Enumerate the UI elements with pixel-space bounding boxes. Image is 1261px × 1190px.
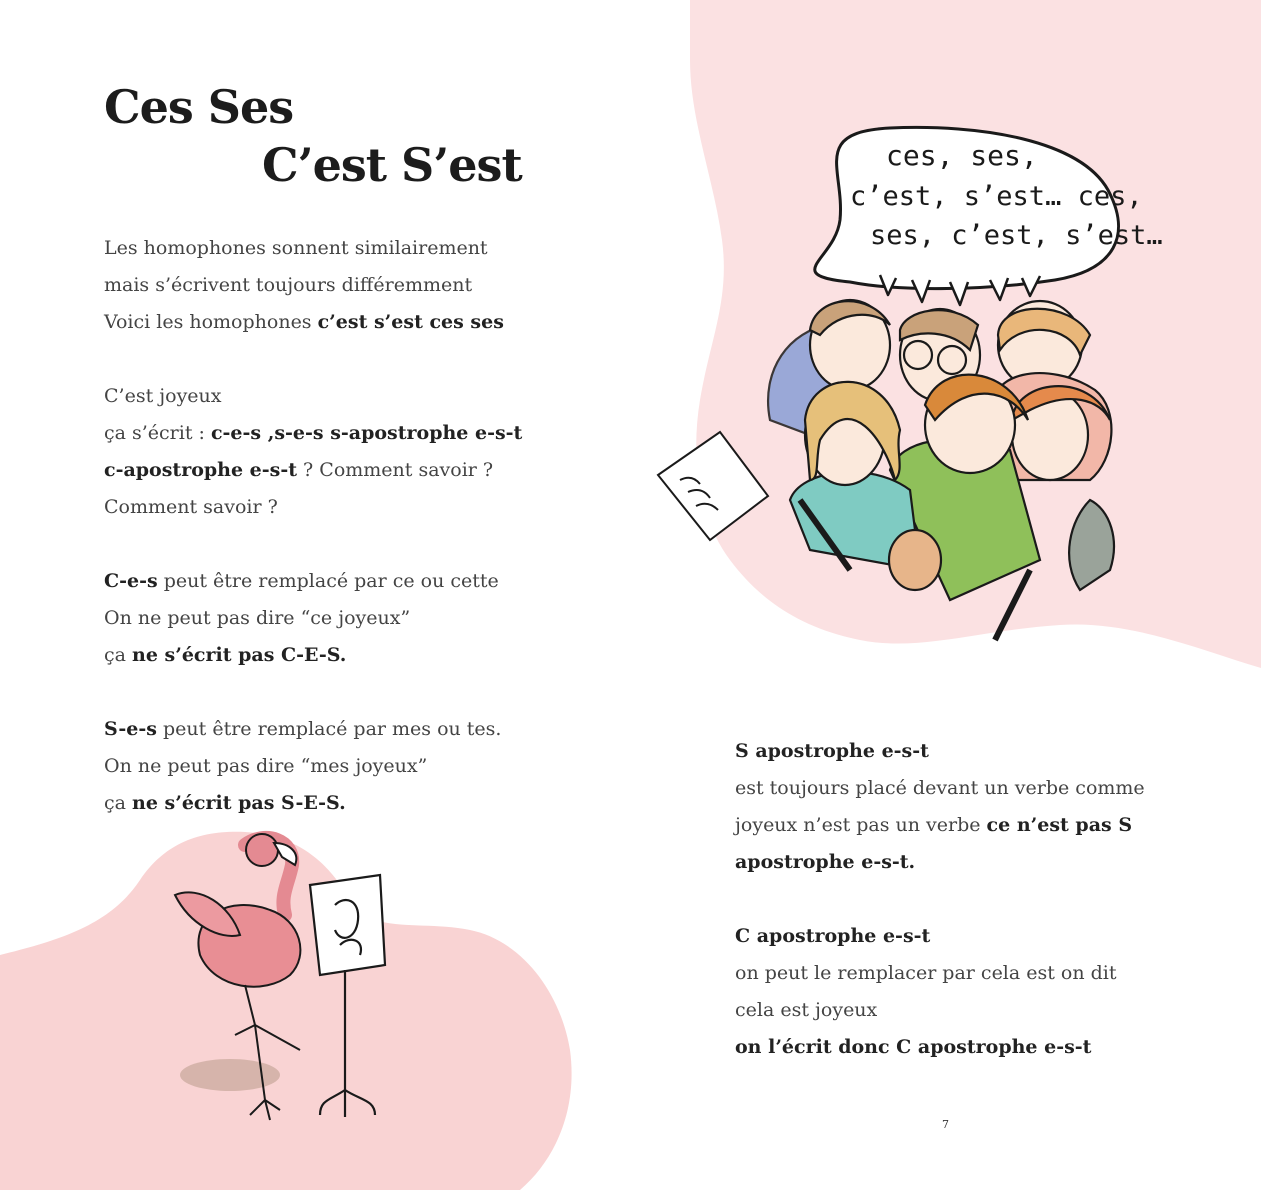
- music-sheet-paper: [658, 432, 768, 540]
- speech-bubble: [815, 125, 1163, 305]
- paragraph-c-apostrophe: [735, 918, 1175, 1066]
- text-line: cela est joyeux: [735, 999, 878, 1021]
- bold-segment: c-e-s ,s-e-s s-apostrophe e-s-t: [210, 422, 523, 444]
- text-segment: peut être remplacé par ce ou cette: [157, 570, 499, 592]
- flamingo-figure: [175, 834, 300, 1120]
- music-stand: [310, 875, 385, 1117]
- speech-line-1: ces, ses,: [886, 139, 1038, 172]
- text-segment: ? Comment savoir ?: [297, 459, 494, 481]
- text-line: C’est joyeux: [104, 385, 222, 407]
- text-line: On ne peut pas dire “mes joyeux”: [104, 755, 428, 777]
- singers-group: [768, 300, 1114, 640]
- bold-segment: c-apostrophe e-s-t: [104, 459, 298, 481]
- speech-line-2: c’est, s’est… ces,: [850, 181, 1143, 212]
- bold-segment: S apostrophe e-s-t: [735, 740, 929, 762]
- text-line: [735, 807, 1175, 844]
- text-segment: ça: [104, 644, 133, 666]
- text-line: On ne peut pas dire “ce joyeux”: [104, 607, 411, 629]
- text-segment: ça s’écrit :: [104, 422, 211, 444]
- bold-segment: ne s’écrit pas S-E-S.: [132, 792, 346, 814]
- bold-segment: ce n’est pas S: [986, 814, 1133, 836]
- right-column-text: [735, 733, 1175, 1103]
- text-segment: peut être remplacé par mes ou tes.: [156, 718, 502, 740]
- paragraph-ces: [104, 563, 534, 674]
- page-title: [104, 78, 522, 194]
- text-line: [104, 711, 534, 748]
- paragraph-ses: [104, 711, 534, 822]
- text-line: Comment savoir ?: [104, 496, 278, 518]
- text-line: [104, 304, 534, 341]
- title-line-2: C’est S’est: [262, 138, 522, 192]
- flamingo-with-music-stand-illustration: [170, 825, 400, 1125]
- text-line: [104, 452, 534, 489]
- paragraph-example: [104, 378, 534, 526]
- text-line: Les homophones sonnent similairement: [104, 237, 488, 259]
- text-line: [735, 733, 1175, 770]
- text-line: [104, 415, 534, 452]
- text-line: mais s’écrivent toujours différemment: [104, 274, 473, 296]
- bold-segment: S-e-s: [104, 718, 157, 740]
- bold-segment: on l’écrit donc C apostrophe e-s-t: [735, 1036, 1092, 1058]
- text-line: [104, 785, 534, 822]
- bold-segment: C apostrophe e-s-t: [735, 925, 931, 947]
- choir-illustration: [650, 120, 1163, 660]
- left-column-text: [104, 230, 534, 859]
- text-line: [735, 918, 1175, 955]
- text-line: [104, 637, 534, 674]
- bold-segment: c’est s’est ces ses: [317, 311, 504, 333]
- page-number: 7: [942, 1118, 949, 1131]
- text-line: est toujours placé devant un verbe comme: [735, 777, 1145, 799]
- bold-segment: apostrophe e-s-t.: [735, 851, 916, 873]
- bold-segment: C-e-s: [104, 570, 158, 592]
- title-line-1: Ces Ses: [104, 80, 294, 134]
- bold-segment: ne s’écrit pas C-E-S.: [132, 644, 347, 666]
- text-line: on peut le remplacer par cela est on dit: [735, 962, 1117, 984]
- paragraph-s-apostrophe: [735, 733, 1175, 881]
- text-line: [104, 563, 534, 600]
- text-line: [735, 1029, 1175, 1066]
- text-segment: ça: [104, 792, 133, 814]
- paragraph-intro: [104, 230, 534, 341]
- text-segment: Voici les homophones: [104, 311, 318, 333]
- speech-line-3: ses, c’est, s’est…: [870, 220, 1163, 251]
- text-line: [735, 844, 1175, 881]
- text-segment: joyeux n’est pas un verbe: [735, 814, 987, 836]
